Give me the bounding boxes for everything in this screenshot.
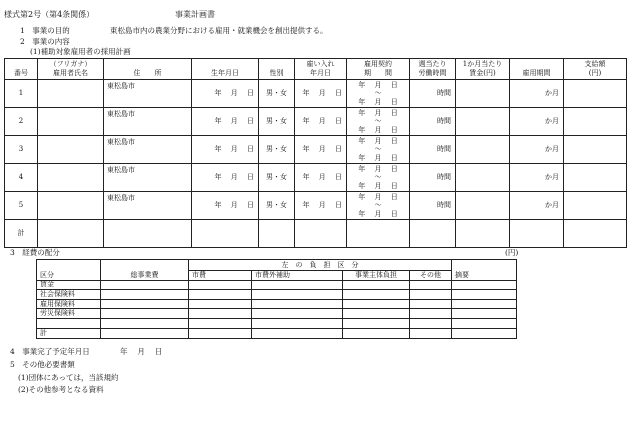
table1-total-row: [5, 220, 627, 248]
contract-end: 年 月 日: [358, 125, 398, 134]
header-name-cell: [38, 59, 104, 80]
total-blank: [192, 220, 259, 248]
contract-end: 年 月 日: [358, 153, 398, 162]
name-cell[interactable]: [38, 108, 104, 136]
cost-cell[interactable]: [101, 299, 189, 309]
section4-label: 4 事業完了予定年月日: [10, 347, 90, 356]
cost-cell[interactable]: [252, 318, 343, 328]
payment-cell[interactable]: [564, 164, 627, 192]
cost-cell[interactable]: [189, 309, 252, 319]
contract-tilde: ～: [374, 89, 382, 98]
table-row: [37, 290, 517, 300]
hire-date-cell: 年 月 日: [295, 80, 347, 108]
cost-cell[interactable]: [252, 309, 343, 319]
total-blank: [510, 220, 564, 248]
address-cell: 東松島市: [104, 192, 192, 220]
cost-cell[interactable]: [410, 309, 452, 319]
contract-end: 年 月 日: [358, 97, 398, 106]
hire-date-cell: 年 月 日: [295, 108, 347, 136]
header-birthdate: 生年月日: [192, 59, 259, 80]
table-row: [37, 280, 517, 290]
header-weekly-line2: 労働時間: [418, 69, 447, 77]
table-row: [5, 80, 627, 108]
period-cell: か月: [510, 164, 564, 192]
wage-cell[interactable]: [456, 192, 510, 220]
cost-cell[interactable]: [410, 280, 452, 290]
total-blank: [295, 220, 347, 248]
cost-category: 雇用保険料: [37, 299, 101, 309]
header-name: 雇用者氏名: [53, 69, 88, 77]
cost-cell[interactable]: [252, 280, 343, 290]
header-contract-line1: 雇用契約: [364, 60, 392, 68]
sex-cell: 男・女: [259, 136, 295, 164]
contract-start: 年 月 日: [358, 80, 398, 89]
cost-cell[interactable]: [343, 318, 410, 328]
address-cell: 東松島市: [104, 164, 192, 192]
contract-tilde: ～: [374, 117, 382, 126]
contract-period-cell: [347, 136, 410, 164]
contract-start: 年 月 日: [358, 192, 398, 201]
header-weekly-hours-cell: [410, 59, 456, 80]
payment-cell[interactable]: [564, 108, 627, 136]
header-hire-line2: 年月日: [310, 69, 331, 77]
weekly-hours-cell: 時間: [410, 192, 456, 220]
table1-header-row: [5, 59, 627, 80]
sex-cell: 男・女: [259, 108, 295, 136]
cost-cell[interactable]: [343, 309, 410, 319]
total-wage-cell[interactable]: [456, 220, 510, 248]
header-pay-line2: (円): [588, 69, 602, 77]
contract-period-cell: [347, 108, 410, 136]
contract-tilde: ～: [374, 201, 382, 210]
cost-cell[interactable]: [189, 290, 252, 300]
hire-date-cell: 年 月 日: [295, 136, 347, 164]
header-address: 住 所: [104, 59, 192, 80]
header-pay-line1: 支給額: [584, 60, 606, 68]
wage-cell[interactable]: [456, 80, 510, 108]
cost-cell[interactable]: [410, 318, 452, 328]
section1-label: 1 事業の目的: [20, 26, 70, 35]
header-self-burden: 事業主体負担: [343, 271, 410, 281]
header-weekly-line1: 週当たり: [418, 60, 447, 68]
total-blank: [104, 220, 192, 248]
table-row: [37, 318, 517, 328]
cost-cell[interactable]: [101, 318, 189, 328]
header-category: 区分: [37, 260, 101, 281]
cost-cell[interactable]: [189, 328, 252, 338]
wage-cell[interactable]: [456, 164, 510, 192]
hire-date-cell: 年 月 日: [295, 192, 347, 220]
birthdate-cell: 年 月 日: [192, 136, 259, 164]
header-number: 番号: [5, 59, 38, 80]
cost-cell[interactable]: [101, 309, 189, 319]
cost-cell[interactable]: [189, 280, 252, 290]
row-number: 5: [5, 192, 38, 220]
cost-cell[interactable]: [452, 309, 517, 319]
table-row: [37, 299, 517, 309]
cost-cell[interactable]: [252, 328, 343, 338]
header-contract-line2: 期 間: [364, 69, 392, 77]
cost-cell[interactable]: [343, 280, 410, 290]
cost-cell[interactable]: [452, 318, 517, 328]
cost-cell[interactable]: [189, 318, 252, 328]
weekly-hours-cell: 時間: [410, 164, 456, 192]
section5-item-2: (2)その他参考となる資料: [18, 385, 104, 394]
hiring-plan-table: [4, 58, 627, 248]
section3-unit: (円): [505, 248, 519, 257]
row-number: 2: [5, 108, 38, 136]
header-wage-line1: 1か月当たり: [462, 60, 503, 68]
cost-cell[interactable]: [452, 280, 517, 290]
table-row: [5, 164, 627, 192]
name-cell[interactable]: [38, 136, 104, 164]
total-blank: [410, 220, 456, 248]
cost-cell[interactable]: [410, 299, 452, 309]
contract-end: 年 月 日: [358, 181, 398, 190]
cost-cell[interactable]: [452, 299, 517, 309]
cost-cell[interactable]: [101, 290, 189, 300]
address-cell: 東松島市: [104, 108, 192, 136]
total-payment-cell[interactable]: [564, 220, 627, 248]
cost-cell[interactable]: [410, 328, 452, 338]
header-burden: 左 の 負 担 区 分: [189, 260, 452, 271]
cost-category: 社会保険料: [37, 290, 101, 300]
cost-cell[interactable]: [252, 290, 343, 300]
contract-tilde: ～: [374, 173, 382, 182]
header-hire-date-cell: [295, 59, 347, 80]
contract-tilde: ～: [374, 145, 382, 154]
hire-date-cell: 年 月 日: [295, 164, 347, 192]
cost-cell[interactable]: [410, 290, 452, 300]
cost-cell[interactable]: [101, 328, 189, 338]
header-sex: 性別: [259, 59, 295, 80]
birthdate-cell: 年 月 日: [192, 108, 259, 136]
cost-category: 賃金: [37, 280, 101, 290]
contract-end: 年 月 日: [358, 209, 398, 218]
header-other-subsidy: 市費外補助: [252, 271, 343, 281]
section1-text: 東松島市内の農業分野における雇用・就業機会を創出提供する。: [110, 26, 328, 35]
cost-cell[interactable]: [189, 299, 252, 309]
section2-subheading: (1)補助対象雇用者の採用計画: [30, 47, 131, 56]
section4-date: 年 月 日: [120, 347, 163, 356]
birthdate-cell: 年 月 日: [192, 192, 259, 220]
header-payment-cell: [564, 59, 627, 80]
section2-label: 2 事業の内容: [20, 37, 70, 46]
contract-period-cell: [347, 164, 410, 192]
cost-total-label: 計: [37, 328, 101, 338]
contract-period-cell: [347, 80, 410, 108]
cost-category: 労災保険料: [37, 309, 101, 319]
period-cell: か月: [510, 108, 564, 136]
payment-cell[interactable]: [564, 136, 627, 164]
payment-cell[interactable]: [564, 192, 627, 220]
section5-item-1: (1)団体にあっては，当該規約: [18, 373, 119, 382]
contract-start: 年 月 日: [358, 108, 398, 117]
table-row: [5, 192, 627, 220]
cost-cell[interactable]: [101, 280, 189, 290]
cost-cell[interactable]: [343, 299, 410, 309]
row-number: 3: [5, 136, 38, 164]
row-number: 4: [5, 164, 38, 192]
address-cell: 東松島市: [104, 80, 192, 108]
cost-cell[interactable]: [343, 328, 410, 338]
total-label: 計: [5, 220, 38, 248]
table-row: [5, 136, 627, 164]
row-number: 1: [5, 80, 38, 108]
table-row: [5, 108, 627, 136]
header-furigana: （フリガナ）: [49, 60, 92, 68]
header-note: 摘要: [452, 260, 517, 281]
birthdate-cell: 年 月 日: [192, 164, 259, 192]
cost-category: [37, 318, 101, 328]
sex-cell: 男・女: [259, 80, 295, 108]
birthdate-cell: 年 月 日: [192, 80, 259, 108]
header-other: その他: [410, 271, 452, 281]
header-total-cost: 総事業費: [101, 260, 189, 281]
header-wage-line2: 賃金(円): [469, 69, 496, 77]
contract-start: 年 月 日: [358, 164, 398, 173]
period-cell: か月: [510, 136, 564, 164]
table2-header-row1: [37, 260, 517, 271]
sex-cell: 男・女: [259, 192, 295, 220]
contract-period-cell: [347, 192, 410, 220]
period-cell: か月: [510, 192, 564, 220]
name-cell[interactable]: [38, 192, 104, 220]
cost-cell[interactable]: [252, 299, 343, 309]
weekly-hours-cell: 時間: [410, 108, 456, 136]
weekly-hours-cell: 時間: [410, 80, 456, 108]
header-employment-period: 雇用期間: [510, 59, 564, 80]
table2-total-row: [37, 328, 517, 338]
weekly-hours-cell: 時間: [410, 136, 456, 164]
header-hire-line1: 雇い入れ: [306, 60, 335, 68]
name-cell[interactable]: [38, 164, 104, 192]
cost-cell[interactable]: [343, 290, 410, 300]
cost-cell[interactable]: [452, 290, 517, 300]
wage-cell[interactable]: [456, 108, 510, 136]
table-row: [37, 309, 517, 319]
cost-allocation-table: [36, 259, 517, 339]
wage-cell[interactable]: [456, 136, 510, 164]
header-contract-cell: [347, 59, 410, 80]
document-title: 事業計画書: [175, 10, 215, 19]
total-blank: [347, 220, 410, 248]
section5-label: 5 その他必要書類: [10, 360, 75, 369]
address-cell: 東松島市: [104, 136, 192, 164]
form-number: 様式第2号（第4条関係）: [4, 10, 95, 19]
header-city: 市費: [189, 271, 252, 281]
name-cell[interactable]: [38, 80, 104, 108]
contract-start: 年 月 日: [358, 136, 398, 145]
section3-label: 3 経費の配分: [10, 248, 60, 257]
sex-cell: 男・女: [259, 164, 295, 192]
total-blank: [259, 220, 295, 248]
total-blank: [38, 220, 104, 248]
period-cell: か月: [510, 80, 564, 108]
payment-cell[interactable]: [564, 80, 627, 108]
header-monthly-wage-cell: [456, 59, 510, 80]
cost-cell[interactable]: [452, 328, 517, 338]
